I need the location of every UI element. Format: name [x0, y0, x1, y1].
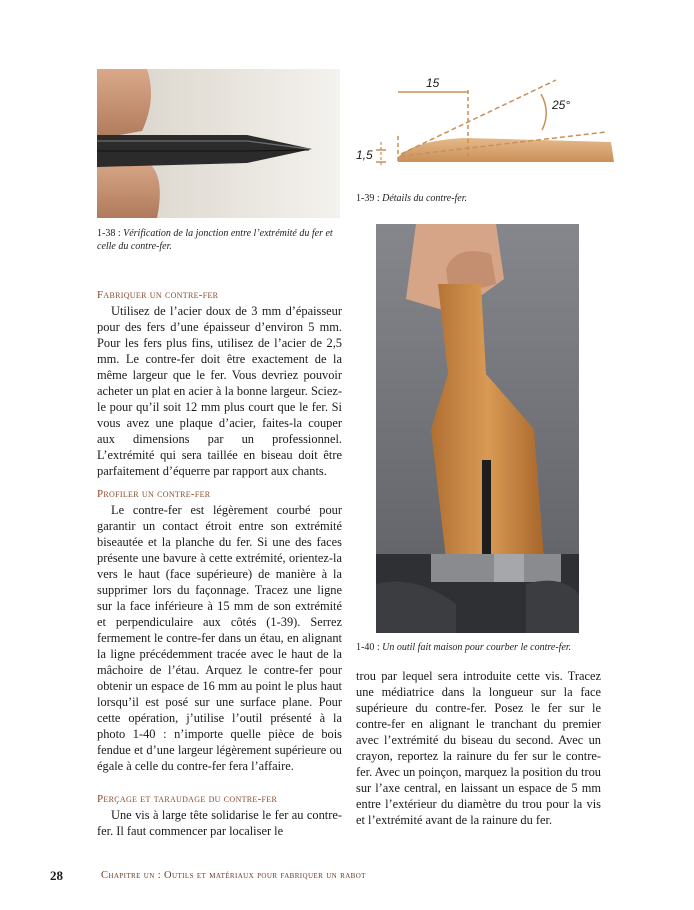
photo-1-40 [376, 224, 579, 633]
section-text-fabriquer [97, 303, 342, 479]
photo-1-38-caption [97, 227, 342, 253]
section-text-percage [97, 807, 342, 839]
diagram-1-39 [356, 72, 618, 172]
section-text-profiler [97, 502, 342, 774]
caption-text: Un outil fait maison pour courber le contre-fer. [382, 642, 572, 653]
right-column-text [356, 668, 601, 828]
caption-number: 1-39 : [356, 193, 380, 204]
paragraph: Utilisez de l’acier doux de 3 mm d’épaisseur pour des fers d’une épaisseur d’environ 5 mm. Pour les fers plus fins, utilisez de l’acier de 2,5 mm. Le contre-fer doit être exactement de la même largeur que le fer. Vous devriez pouvoir acheter un plat en acier à la bonne largeur. Sciez-le pour qu’il soit 12 mm plus court que le fer. Si vous avez une plaque d’acier, faites-la couper aux dimensions par un professionnel. L’extrémité qui sera taillée en biseau doit être parfaitement d’équerre par rapport aux chants. [97, 304, 342, 478]
photo-1-38 [97, 69, 340, 218]
photo-1-40-illustration [376, 224, 579, 633]
paragraph: trou par lequel sera introduite cette vis. Tracez une médiatrice dans la longueur sur la face supérieure du contre-fer. Posez le fer sur le contre-fer en alignant le tranchant du premier avec l’extrémité du biseau du second. Avec un crayon, reportez la rainure du fer sur le contre-fer. Avec un poinçon, marquez la position du trou sur l’axe central, en laissant un espace de 5 mm entre l’extérieur du diamètre du trou pour la vis et l’extrémité avant de la rainure du fer. [356, 669, 601, 827]
caption-number: 1-38 : [97, 228, 121, 239]
section-heading-profiler: Profiler un contre-fer [97, 488, 211, 500]
page-number: 28 [50, 868, 63, 883]
chapter-title: Chapitre un : Outils et matériaux pour fabriquer un rabot [101, 870, 366, 881]
dimension-label-1-5: 1,5 [356, 148, 373, 162]
dimension-label-25: 25° [552, 98, 571, 112]
diagram-1-39-caption [356, 192, 606, 205]
section-heading-fabriquer: Fabriquer un contre-fer [97, 289, 219, 301]
diagram-1-39-illustration [356, 72, 618, 172]
photo-1-40-caption [356, 641, 616, 654]
dimension-label-15: 15 [426, 76, 440, 90]
section-heading-percage: Perçage et taraudage du contre-fer [97, 793, 278, 805]
caption-text: Vérification de la jonction entre l’extrémité du fer et celle du contre-fer. [97, 228, 333, 252]
caption-number: 1-40 : [356, 642, 380, 653]
paragraph: Une vis à large tête solidarise le fer au contre-fer. Il faut commencer par localiser le [97, 808, 342, 838]
paragraph: Le contre-fer est légèrement courbé pour garantir un contact étroit entre son extrémité biseautée et la planche du fer. Si une des faces présente une bavure à cette extrémité, orientez-la vers le haut (face supérieure) de manière à la supprimer lors du façonnage. Tracez une ligne sur la face inférieure à 15 mm de son extrémité et perpendiculaire aux côtés (1-39). Serrez fermement le contre-fer dans un étau, en alignant la ligne précédemment tracée avec le haut de la mâchoire de l’étau. Arquez le contre-fer pour obtenir un espace de 16 mm au point le plus haut lorsqu’il est posé sur une surface plane. Pour cette opération, j’utilise l’outil présenté à la photo 1-40 : n’importe quelle pièce de bois fendue et d’une largeur légèrement supérieure ou égale à celle du contre-fer fera l’affaire. [97, 503, 342, 773]
caption-text: Détails du contre-fer. [382, 193, 468, 204]
photo-1-38-illustration [97, 69, 340, 218]
